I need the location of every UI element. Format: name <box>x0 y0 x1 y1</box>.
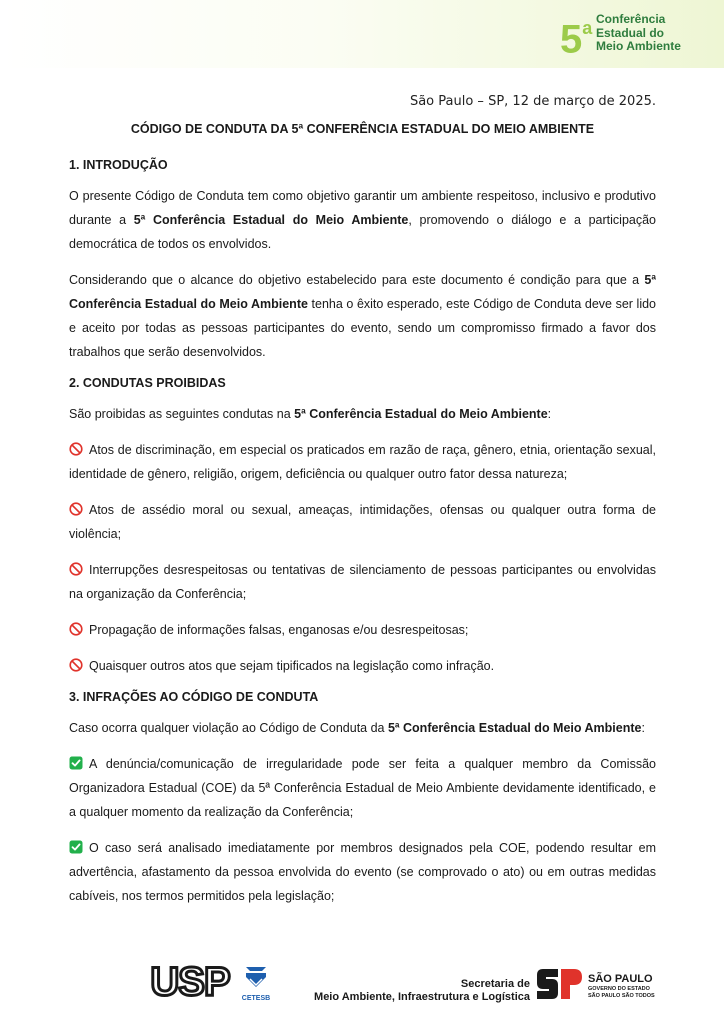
prohibited-intro: São proibidas as seguintes condutas na 5ª Conferência Estadual do Meio Ambiente: <box>69 407 552 421</box>
prohibited-item: Quaisquer outros atos que sejam tipificados na legislação como infração. <box>69 654 656 678</box>
section-heading-prohibited: 2. CONDUTAS PROIBIDAS <box>69 376 226 390</box>
page-header <box>0 0 724 68</box>
logo-number: 5 <box>560 17 583 62</box>
sp-line-2: GOVERNO DO ESTADO <box>588 986 650 992</box>
section-heading-intro: 1. INTRODUÇÃO <box>69 158 168 172</box>
prohibited-icon <box>69 658 83 672</box>
cetesb-logo <box>242 967 270 1002</box>
prohibited-item: Atos de discriminação, em especial os praticados em razão de raça, gênero, etnia, orientação sexual, identidade de gênero, religião, origem, deficiência ou qualquer outro fator dessa natureza; <box>69 443 656 481</box>
conference-logo-text <box>596 13 681 54</box>
document-date: São Paulo – SP, 12 de março de 2025. <box>409 94 656 109</box>
conference-logo-number <box>560 10 592 61</box>
check-icon <box>69 756 83 770</box>
infraction-item: O caso será analisado imediatamente por membros designados pela COE, podendo resultar em advertência, afastamento da pessoa envolvida do evento (se comprovado o ato) ou em outras medidas cabíveis, nos termos permitidos pela legislação; <box>69 841 656 903</box>
sp-line-1: SÃO PAULO <box>588 973 653 985</box>
infractions-intro: Caso ocorra qualquer violação ao Código de Conduta da 5ª Conferência Estadual do Meio Ambiente: <box>69 721 645 735</box>
prohibited-icon <box>69 442 83 456</box>
section-heading-infractions: 3. INFRAÇÕES AO CÓDIGO DE CONDUTA <box>69 690 319 704</box>
intro-paragraph-1: O presente Código de Conduta tem como objetivo garantir um ambiente respeitoso, inclusivo e produtivo durante a 5ª Conferência Estadual do Meio Ambiente, promovendo o diálogo e a participação democrática de todos os envolvidos. <box>69 189 657 251</box>
secretaria-line-1: Secretaria de <box>460 978 530 990</box>
logo-line-1: Conferência <box>596 12 666 26</box>
cetesb-text: CETESB <box>241 995 271 1002</box>
usp-text: USP <box>150 960 230 1004</box>
page-footer <box>0 955 724 1015</box>
sp-line-3: SÃO PAULO SÃO TODOS <box>588 993 655 999</box>
footer-logos <box>0 955 724 1015</box>
prohibited-icon <box>69 622 83 636</box>
infraction-item: A denúncia/comunicação de irregularidade pode ser feita a qualquer membro da Comissão Organizadora Estadual (COE) da 5ª Conferência Estadual de Meio Ambiente devidamente identificado, e a qualquer momento da realização da Conferência; <box>69 757 656 819</box>
document-title: CÓDIGO DE CONDUTA DA 5ª CONFERÊNCIA ESTADUAL DO MEIO AMBIENTE <box>130 122 595 136</box>
logo-ordinal: a <box>582 18 593 38</box>
secretaria-line-2: Meio Ambiente, Infraestrutura e Logística <box>314 991 530 1003</box>
prohibited-item: Propagação de informações falsas, enganosas e/ou desrespeitosas; <box>69 618 656 642</box>
document-body <box>69 118 656 920</box>
check-icon <box>69 840 83 854</box>
prohibited-icon <box>69 562 83 576</box>
prohibited-icon <box>69 502 83 516</box>
logo-line-2: Estadual do <box>596 25 665 40</box>
prohibited-item: Interrupções desrespeitosas ou tentativas de silenciamento de pessoas participantes ou envolvidas na organização da Conferência; <box>69 563 656 601</box>
usp-logo <box>143 960 237 1004</box>
logo-line-3: Meio Ambiente <box>596 39 681 53</box>
intro-paragraph-2: Considerando que o alcance do objetivo estabelecido para este documento é condição para que a 5ª Conferência Estadual do Meio Ambiente tenha o êxito esperado, este Código de Conduta deve ser lido e aceito por todas as pessoas participantes do evento, sendo um compromisso firmado a favor dos trabalhos que serão desenvolvidos. <box>69 273 656 359</box>
sp-government-logo <box>537 969 655 999</box>
prohibited-item: Atos de assédio moral ou sexual, ameaças, intimidações, ofensas ou qualquer outra forma de violência; <box>69 503 656 541</box>
secretaria-logo <box>314 978 531 1003</box>
